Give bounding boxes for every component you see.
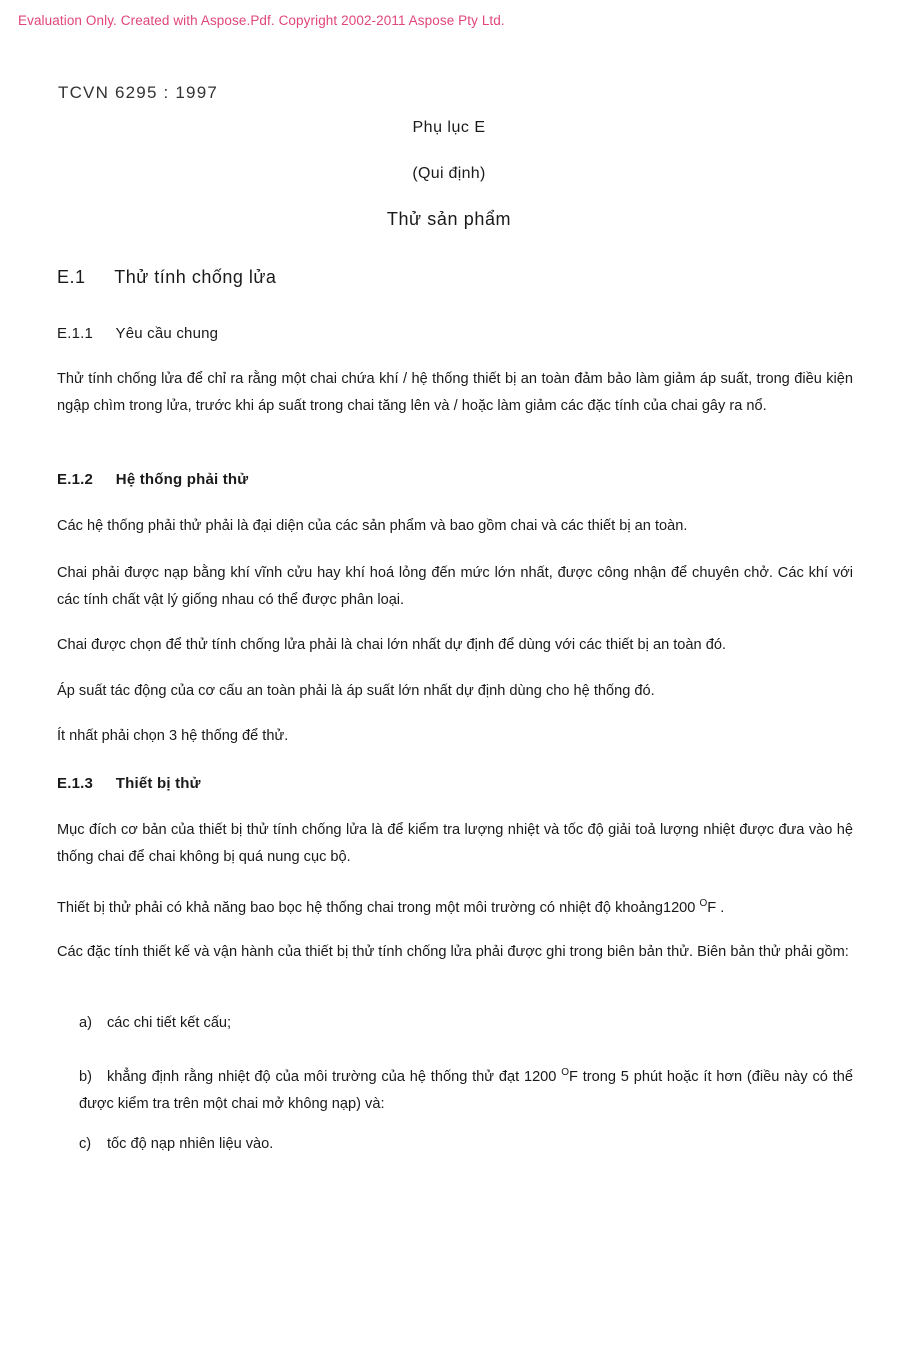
paragraph: Các đặc tính thiết kế và vận hành của thiết bị thử tính chống lửa phải được ghi trong biên bản thử. Biên bản thử phải gồm:	[57, 944, 849, 960]
section-e12-heading	[57, 471, 248, 488]
paragraph: Ít nhất phải chọn 3 hệ thống để thử.	[57, 728, 289, 744]
section-e1-heading	[57, 267, 276, 288]
list-item-text: F trong 5 phút hoặc ít hơn (điều này có thể được kiểm tra trên một chai mở không nạp) và:	[79, 1068, 854, 1112]
list-marker: c)	[79, 1136, 92, 1152]
annex-type: (Qui định)	[412, 165, 486, 182]
list-item-text: khẳng định rằng nhiệt độ của môi trường của hệ thống thử đạt 1200	[107, 1068, 562, 1085]
section-title: Yêu cầu chung	[115, 325, 219, 342]
list-item-text: các chi tiết kết cấu;	[107, 1015, 232, 1031]
annex-title: Phụ lục E	[412, 119, 486, 136]
paragraph: Chai phải được nạp bằng khí vĩnh cửu hay khí hoá lỏng đến mức lớn nhất, được công nhận để chuyên chở. Các khí với các tính chất vật lý giống nhau có thể được phân loại.	[57, 565, 853, 608]
annex-subject: Thử sản phẩm	[386, 209, 512, 229]
section-number: E.1.1	[57, 325, 94, 342]
section-number: E.1	[57, 267, 86, 287]
list-item	[79, 1059, 853, 1118]
list-item	[79, 1131, 273, 1158]
list-marker: b)	[79, 1068, 92, 1085]
section-title: Thử tính chống lửa	[114, 267, 277, 287]
section-title: Thiết bị thử	[115, 775, 201, 792]
section-e11-heading	[57, 325, 218, 342]
section-e13-heading	[57, 775, 201, 792]
list-item	[79, 1010, 231, 1037]
section-title: Hệ thống phải thử	[115, 471, 249, 488]
paragraph-text: Thiết bị thử phải có khả năng bao bọc hệ thống chai trong một môi trường có nhiệt độ khoảng1200	[57, 899, 700, 916]
paragraph: Chai được chọn để thử tính chống lửa phải là chai lớn nhất dự định để dùng với các thiết bị an toàn đó.	[57, 637, 726, 653]
list-marker: a)	[79, 1015, 92, 1031]
unit-text: F .	[707, 899, 725, 916]
paragraph: Mục đích cơ bản của thiết bị thử tính chống lửa là để kiểm tra lượng nhiệt và tốc độ giải toả lượng nhiệt được đưa vào hệ thống chai để chai không bị quá nung cục bộ.	[57, 822, 853, 865]
list-item-text: tốc độ nạp nhiên liệu vào.	[107, 1136, 274, 1152]
paragraph	[57, 890, 853, 922]
degree-superscript: O	[699, 898, 708, 909]
section-number: E.1.2	[57, 471, 94, 488]
paragraph: Áp suất tác động của cơ cấu an toàn phải là áp suất lớn nhất dự định dùng cho hệ thống đó.	[57, 683, 655, 699]
paragraph: Thử tính chống lửa để chỉ ra rằng một chai chứa khí / hệ thống thiết bị an toàn đảm bảo làm giảm áp suất, trong điều kiện ngập chìm trong lửa, trước khi áp suất trong chai tăng lên và / hoặc làm giảm các đặc tính của chai gây ra nổ.	[57, 371, 853, 414]
paragraph: Các hệ thống phải thử phải là đại diện của các sản phẩm và bao gồm chai và các thiết bị an toàn.	[57, 518, 688, 534]
degree-superscript: O	[561, 1067, 570, 1078]
section-number: E.1.3	[57, 775, 94, 792]
document-code: TCVN 6295 : 1997	[58, 83, 219, 102]
watermark-text: Evaluation Only. Created with Aspose.Pdf. Copyright 2002-2011 Aspose Pty Ltd.	[18, 13, 505, 28]
